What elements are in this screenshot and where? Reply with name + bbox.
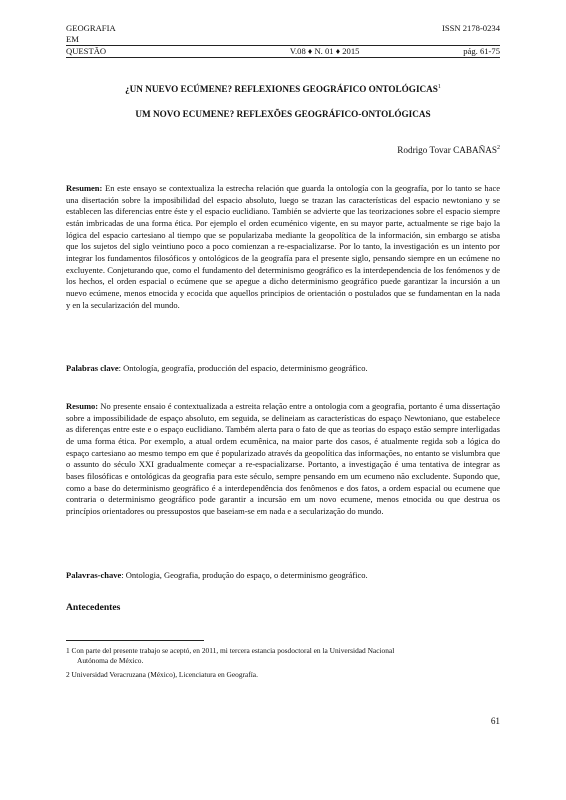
journal-name-line1: GEOGRAFIA bbox=[66, 23, 116, 33]
author-name: Rodrigo Tovar CABAÑAS$^2$ bbox=[397, 145, 500, 156]
abstract-portuguese: Resumo: No presente ensaio é contextualizada a estreita relação entre a ontologia com a geografia, portanto é uma dissertação sobre a impossibilidade de espaço absoluto, em seguida, se delineiam as características do espaço Newtoniano, que estabelece as diferenças entre este e o espaço euclidiano. Também alerta para o fato de que as teorias do espaço estão sempre interligadas de uma forma ética. Por exemplo, a atual ordem ecumênica, na maior parte dos casos, é atualmente regida sob a lógica do espaço cartesiano ao mesmo tempo em que é popularizado através da geopolítica das informações, no entanto se vislumbra que o assunto do século XXI gradualmente começar a re-espacializarse. Portanto, a investigação é uma tentativa de integrar as bases filosóficas e ontológicas da geografia para este século, sempre pensando em um ecumeno não excludente. Supondo que, como a base do determinismo geográfico é a interdependência dos fenômenos e dos fatos, a ordem espacial ou ecumene que contraria o determinismo geográfico pode garantir a incursão em um novo ecumene, menos etnocida ou que destrua os princípios orientadores ou pressupostos que baseiam-se em nada e a secularização do mundo. bbox=[66, 401, 500, 516]
keywords-spanish: Palabras clave: Ontología, geografía, producción del espacio, determinismo geográfico. bbox=[66, 363, 368, 373]
journal-name-line3: QUESTÃO bbox=[66, 46, 107, 56]
journal-name-line2: EM bbox=[66, 34, 79, 44]
title-portuguese: UM NOVO ECUMENE? REFLEXÕES GEOGRÁFICO-ONTOLÓGICAS bbox=[135, 109, 431, 119]
title-spanish: ¿UN NUEVO ECÚMENE? REFLEXIONES GEOGRÁFICO ONTOLÓGICAS$^1$ bbox=[125, 84, 441, 95]
abstract-portuguese-label: Resumo: bbox=[66, 401, 99, 411]
title-footnote-mark: 1 bbox=[437, 84, 441, 90]
footnote-2: 2 Universidad Veracruzana (México), Licenciatura en Geografía. bbox=[66, 670, 258, 679]
author-footnote-mark: 2 bbox=[497, 145, 500, 151]
page-number: 61 bbox=[490, 716, 500, 726]
issn: ISSN 2178-0234 bbox=[441, 23, 500, 33]
running-header bbox=[66, 23, 500, 58]
footnote-divider bbox=[66, 640, 204, 641]
section-heading: Antecedentes bbox=[66, 602, 121, 613]
abstract-spanish-label: Resumen: bbox=[66, 183, 103, 193]
issue-info: V.08 ♦ N. 01 ♦ 2015 bbox=[289, 46, 360, 56]
keywords-portuguese: Palavras-chave: Ontologia, Geografia, produção do espaço, o determinismo geográfico. bbox=[66, 570, 368, 580]
keywords-spanish-label: Palabras clave bbox=[66, 363, 119, 373]
keywords-portuguese-label: Palavras-chave bbox=[66, 570, 122, 580]
page-range: pág. 61-75 bbox=[463, 46, 500, 56]
abstract-spanish: Resumen: En este ensayo se contextualiza la estrecha relación que guarda la ontología con la geografía, por lo tanto se hace una disertación sobre la imposibilidad del espacio absoluto, luego se trazan las características del espacio newtoniano y se establecen las diferencias entre éste y el espacio euclidiano. También se advierte que las teorizaciones sobre el espacio siempre están imbricadas de una forma ética. Por ejemplo el orden ecuménico vigente, en su mayor parte, actualmente se rige bajo la lógica del espacio cartesiano al tiempo que se popularizaba mediante la geopolítica de la información, sin embargo se atisba que los sujetos del siglo veintiuno poco a poco comienzan a re-espacializarse. Por lo tanto, la investigación es un intento por integrar los fundamentos filosóficos y ontológicos de la geografía para el presente siglo, pensando siempre en un ecúmene no excluyente. Conjeturando que, como el fundamento del determinismo geográfico es la interdependencia de los fenómenos y de los hechos, el orden espacial o ecúmene que se apegue a dicho determinismo geográfico puede garantizar la incursión a un nuevo ecúmene, menos etnocida y ecocida que aquellos principios de orientación o postulados que se fundamentan en la nada y en la secularización del mundo. bbox=[66, 183, 500, 310]
footnote-1: 1 Con parte del presente trabajo se aceptó, en 2011, mi tercera estancia posdoctoral en la Universidad Nacional Autónoma de México. bbox=[66, 646, 395, 666]
